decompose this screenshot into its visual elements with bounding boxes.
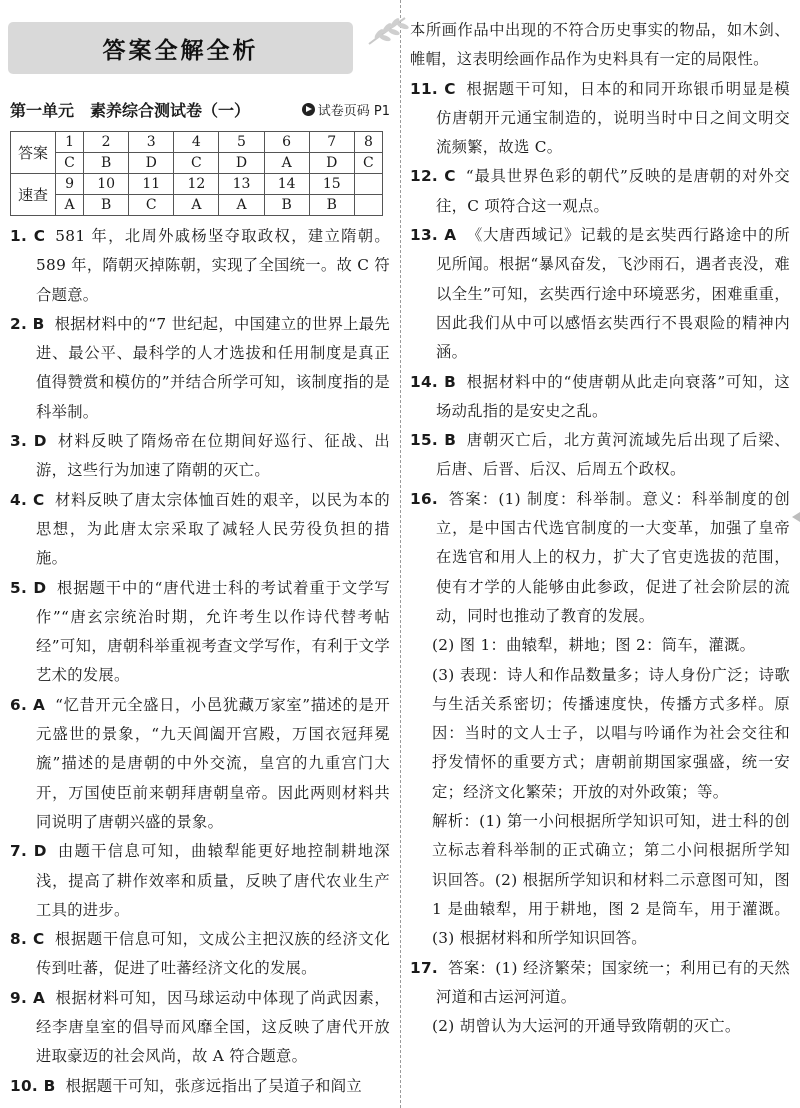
answer-text: “最具世界色彩的朝代”反映的是唐朝的对外交往，C 项符合这一观点。 xyxy=(436,167,790,215)
table-cell: 2 xyxy=(84,132,129,153)
table-cell: 11 xyxy=(129,174,174,195)
unit-title: 第一单元 素养综合测试卷（一） xyxy=(10,101,251,120)
answer-item xyxy=(410,954,790,1013)
table-cell: C xyxy=(129,195,174,216)
page-ref-text: 试卷页码 P1 xyxy=(317,104,390,119)
leaf-decoration-icon xyxy=(365,12,415,52)
table-cell: D xyxy=(309,153,354,174)
answer-text: 《大唐西域记》记载的是玄奘西行路途中的所见所闻。根据“暴风奋发，飞沙雨石，遇者丧没，难以全生”可知，玄奘西行途中环境恶劣，困难重重，因此我们从中可以感悟玄奘西行不畏艰险的精神内涵。 xyxy=(436,226,790,362)
table-cell: C xyxy=(56,153,84,174)
answer-text: 答案：(1) 制度：科举制。意义：科举制度的创立，是中国古代选官制度的一大变革，加强了皇帝在选官和用人上的权力，扩大了官吏选拔的范围，使有才学的人能够由此参政，促进了社会阶层的流动，同时也推动了教育的发展。 xyxy=(436,489,790,625)
table-cell-empty xyxy=(354,174,382,195)
answer-text: 唐朝灭亡后，北方黄河流域先后出现了后梁、后唐、后晋、后汉、后周五个政权。 xyxy=(436,431,790,479)
table-label-1: 答案 xyxy=(11,132,56,174)
answer-number: 6. A xyxy=(10,695,46,714)
title-banner xyxy=(8,22,353,74)
answer-item xyxy=(10,310,390,427)
answer-number: 7. D xyxy=(10,842,47,861)
answer-number: 13. A xyxy=(410,226,457,245)
answer-item xyxy=(410,485,790,631)
answer-text: 材料反映了唐太宗体恤百姓的艰辛，以民为本的思想，为此唐太宗采取了减轻人民劳役负担的措施。 xyxy=(36,490,390,568)
answer-item xyxy=(10,574,390,691)
answer-item xyxy=(10,984,390,1072)
column-divider xyxy=(400,0,401,1108)
answer-number: 5. D xyxy=(10,578,47,597)
answer-item xyxy=(10,837,390,925)
answer-item xyxy=(10,427,390,486)
answer-text: 根据题干中的“唐代进士科的考试着重于文学写作”“唐玄宗统治时期，允许考生以作诗代替考帖经”可知，唐朝科举重视考查文学写作，有利于文学艺术的发展。 xyxy=(36,578,390,685)
table-cell: A xyxy=(264,153,309,174)
answer-text: 根据题干信息可知，文成公主把汉族的经济文化传到吐蕃，促进了吐蕃经济文化的发展。 xyxy=(36,930,390,978)
table-cell: A xyxy=(174,195,219,216)
answer-number: 9. A xyxy=(10,988,46,1007)
answer-number: 4. C xyxy=(10,490,45,509)
answer-item xyxy=(10,1072,390,1101)
page-edge-marker-icon xyxy=(792,512,800,522)
unit-heading xyxy=(10,98,390,121)
answer-text: 根据材料中的“7 世纪起，中国建立的世界上最先进、最公平、最科学的人才选拔和任用制度是真正值得赞赏和模仿的”并结合所学可知，该制度指的是科举制。 xyxy=(36,314,390,421)
table-cell: 5 xyxy=(219,132,264,153)
answer-number: 2. B xyxy=(10,314,45,333)
answer-item xyxy=(410,426,790,485)
left-answer-list xyxy=(10,222,390,1101)
answer-text: (3) 表现：诗人和作品数量多；诗人身份广泛；诗歌与生活关系密切；传播速度快，传播方式多样。原因：当时的文人士子，以唱与吟诵作为社会交往和抒发情怀的重要方式；唐朝前期国家强盛，统一安定；经济文化繁荣；开放的对外政策；等。 xyxy=(432,665,790,801)
answer-number: 17. xyxy=(410,958,438,977)
table-cell: 4 xyxy=(174,132,219,153)
answer-number: 11. C xyxy=(410,79,456,98)
answer-number: 15. B xyxy=(410,431,457,450)
answer-item xyxy=(10,691,390,837)
table-label-2: 速查 xyxy=(11,174,56,216)
answer-text: 根据材料中的“使唐朝从此走向衰落”可知，这场动乱指的是安史之乱。 xyxy=(436,372,790,420)
table-cell: 14 xyxy=(264,174,309,195)
answer-number: 14. B xyxy=(410,372,457,391)
table-cell: 6 xyxy=(264,132,309,153)
answer-text: (2) 图 1：曲辕犁，耕地；图 2：筒车，灌溉。 xyxy=(432,636,756,655)
right-answer-list xyxy=(410,16,790,1041)
right-column xyxy=(410,0,792,1108)
answer-text: 材料反映了隋炀帝在位期间好巡行、征战、出游，这些行为加速了隋朝的灭亡。 xyxy=(36,432,390,480)
answer-text: 解析：(1) 第一小问根据所学知识可知，进士科的创立标志着科举制的正式确立；第二小问根据所学知识回答。(2) 根据所学知识和材料二示意图可知，图 1 是曲辕犁，用于耕地，图 2 是筒车，用于灌溉。(3) 根据材料和所学知识回答。 xyxy=(432,812,790,948)
answer-text: 根据材料可知，因马球运动中体现了尚武因素，经李唐皇室的倡导而风靡全国，这反映了唐代开放进取豪迈的社会风尚，故 A 符合题意。 xyxy=(36,988,390,1066)
answer-item xyxy=(410,162,790,221)
answer-item xyxy=(10,486,390,574)
answer-item xyxy=(410,221,790,367)
answer-item xyxy=(10,925,390,984)
table-cell: 8 xyxy=(354,132,382,153)
answer-number: 16. xyxy=(410,489,438,508)
answer-item xyxy=(410,661,790,807)
table-cell: B xyxy=(84,195,129,216)
table-cell: 1 xyxy=(56,132,84,153)
table-cell: C xyxy=(354,153,382,174)
answer-item xyxy=(410,75,790,163)
table-cell: C xyxy=(174,153,219,174)
table-cell: B xyxy=(264,195,309,216)
answer-number: 8. C xyxy=(10,930,45,949)
answer-number: 12. C xyxy=(410,167,456,186)
answer-item xyxy=(410,807,790,953)
answer-text: 本所画作品中出现的不符合历史事实的物品，如木剑、帷帽，这表明绘画作品作为史料具有一定的局限性。 xyxy=(410,21,790,69)
answer-item xyxy=(410,631,790,660)
answer-number: 10. B xyxy=(10,1076,56,1095)
arrow-right-icon xyxy=(302,103,315,116)
table-cell: 3 xyxy=(129,132,174,153)
answer-item xyxy=(10,222,390,310)
answer-text: 根据题干可知，张彦远指出了吴道子和阎立 xyxy=(65,1076,362,1095)
answer-table xyxy=(10,131,383,216)
answer-item xyxy=(410,16,790,75)
table-cell: B xyxy=(309,195,354,216)
table-cell: A xyxy=(56,195,84,216)
table-cell: B xyxy=(84,153,129,174)
answer-text: (2) 胡曾认为大运河的开通导致隋朝的灭亡。 xyxy=(432,1017,741,1036)
page-title: 答案全解全析 xyxy=(102,37,259,64)
table-cell-empty xyxy=(354,195,382,216)
table-cell: 10 xyxy=(84,174,129,195)
answer-item xyxy=(410,368,790,427)
left-column xyxy=(10,0,395,1108)
table-cell: 9 xyxy=(56,174,84,195)
table-cell: 7 xyxy=(309,132,354,153)
answer-item xyxy=(410,1012,790,1041)
table-cell: 13 xyxy=(219,174,264,195)
answer-number: 3. D xyxy=(10,432,47,451)
page-reference xyxy=(302,100,390,119)
table-cell: 15 xyxy=(309,174,354,195)
answer-text: 由题干信息可知，曲辕犁能更好地控制耕地深浅，提高了耕作效率和质量，反映了唐代农业生产工具的进步。 xyxy=(36,842,390,919)
answer-text: “忆昔开元全盛日，小邑犹藏万家室”描述的是开元盛世的景象，“九天阊阖开宫殿，万国衣冠拜冕旒”描述的是唐朝的中外交流，皇宫的九重宫门大开，万国使臣前来朝拜唐朝皇帝。因此两则材料共同说明了唐朝兴盛的景象。 xyxy=(36,695,390,831)
table-cell: A xyxy=(219,195,264,216)
answer-text: 根据题干可知，日本的和同开珎银币明显是模仿唐朝开元通宝制造的，说明当时中日之间文明交流频繁，故选 C。 xyxy=(436,79,790,157)
answer-number: 1. C xyxy=(10,227,46,245)
answer-text: 581 年，北周外戚杨坚夺取政权，建立隋朝。589 年，隋朝灭掉陈朝，实现了全国统一。故 C 符合题意。 xyxy=(36,227,390,304)
table-cell: 12 xyxy=(174,174,219,195)
answer-text: 答案：(1) 经济繁荣；国家统一；利用已有的天然河道和古运河河道。 xyxy=(436,958,790,1006)
table-cell: D xyxy=(219,153,264,174)
table-cell: D xyxy=(129,153,174,174)
